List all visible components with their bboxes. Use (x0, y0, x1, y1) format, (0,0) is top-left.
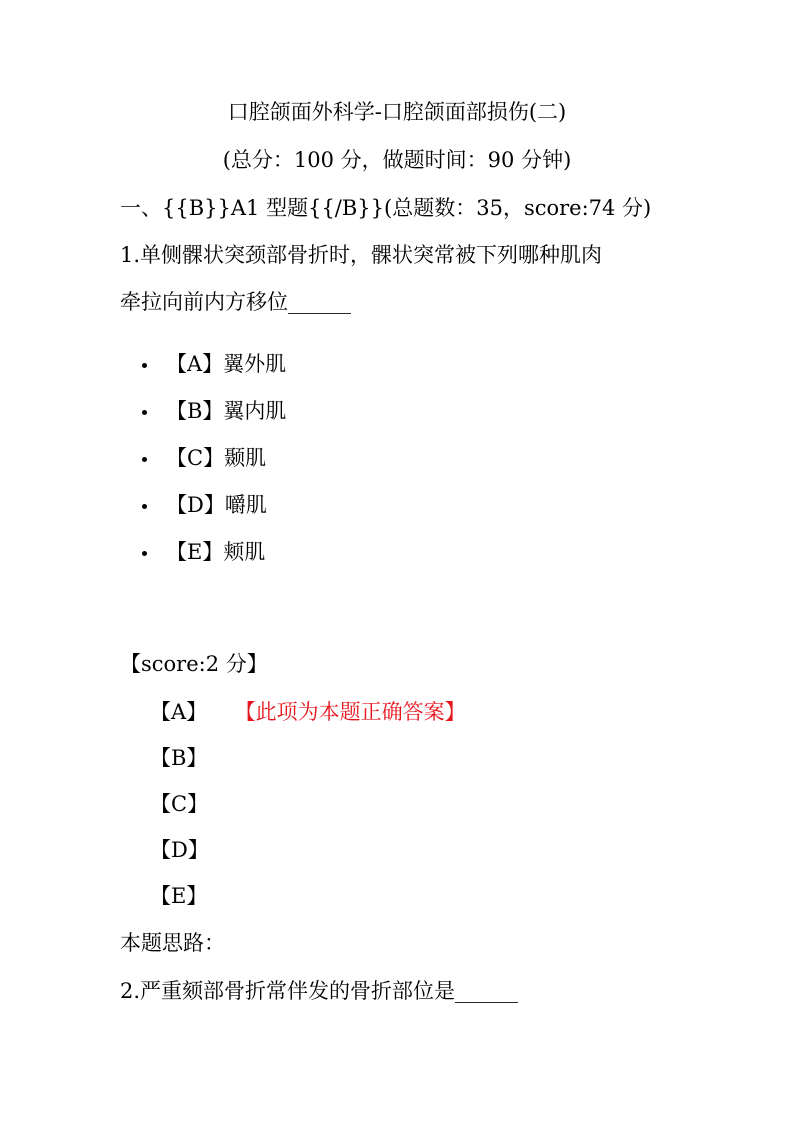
bullet-icon (142, 551, 147, 556)
option-d (142, 491, 286, 538)
answer-e (150, 882, 466, 928)
question-1-text-line-1: 1.单侧髁状突颈部骨折时，髁状突常被下列哪种肌肉 (120, 243, 603, 267)
option-c (142, 444, 286, 491)
answer-c (150, 790, 466, 836)
page-subtitle: (总分：100 分，做题时间：90 分钟) (222, 148, 572, 172)
option-label: 【A】翼外肌 (166, 352, 287, 376)
question-2-text-line-1: 2.严重颏部骨折常伴发的骨折部位是______ (120, 979, 519, 1003)
answer-label: 【A】 (150, 700, 208, 724)
option-e (142, 538, 286, 585)
option-label: 【C】颞肌 (166, 446, 267, 470)
section-heading: 一、{{B}}A1 型题{{/B}}(总题数：35，score:74 分) (120, 196, 652, 220)
explanation-label: 本题思路： (120, 931, 225, 955)
question-1-score: 【score:2 分】 (120, 652, 268, 676)
answer-b (150, 744, 466, 790)
bullet-icon (142, 363, 147, 368)
option-label: 【D】嚼肌 (166, 493, 267, 517)
question-1-text-line-2: 牵拉向前内方移位______ (120, 290, 351, 314)
question-1-options (142, 350, 286, 585)
answer-a (150, 698, 466, 744)
answer-label: 【C】 (150, 792, 209, 816)
answer-d (150, 836, 466, 882)
page-title: 口腔颌面外科学-口腔颌面部损伤(二) (227, 100, 567, 124)
answer-label: 【D】 (150, 838, 209, 862)
option-label: 【E】颊肌 (166, 540, 266, 564)
option-b (142, 397, 286, 444)
option-label: 【B】翼内肌 (166, 399, 287, 423)
question-1-answers (150, 698, 466, 928)
bullet-icon (142, 410, 147, 415)
bullet-icon (142, 457, 147, 462)
answer-label: 【B】 (150, 746, 208, 770)
option-a (142, 350, 286, 397)
correct-answer-note: 【此项为本题正确答案】 (245, 700, 466, 724)
answer-label: 【E】 (150, 884, 208, 908)
bullet-icon (142, 504, 147, 509)
